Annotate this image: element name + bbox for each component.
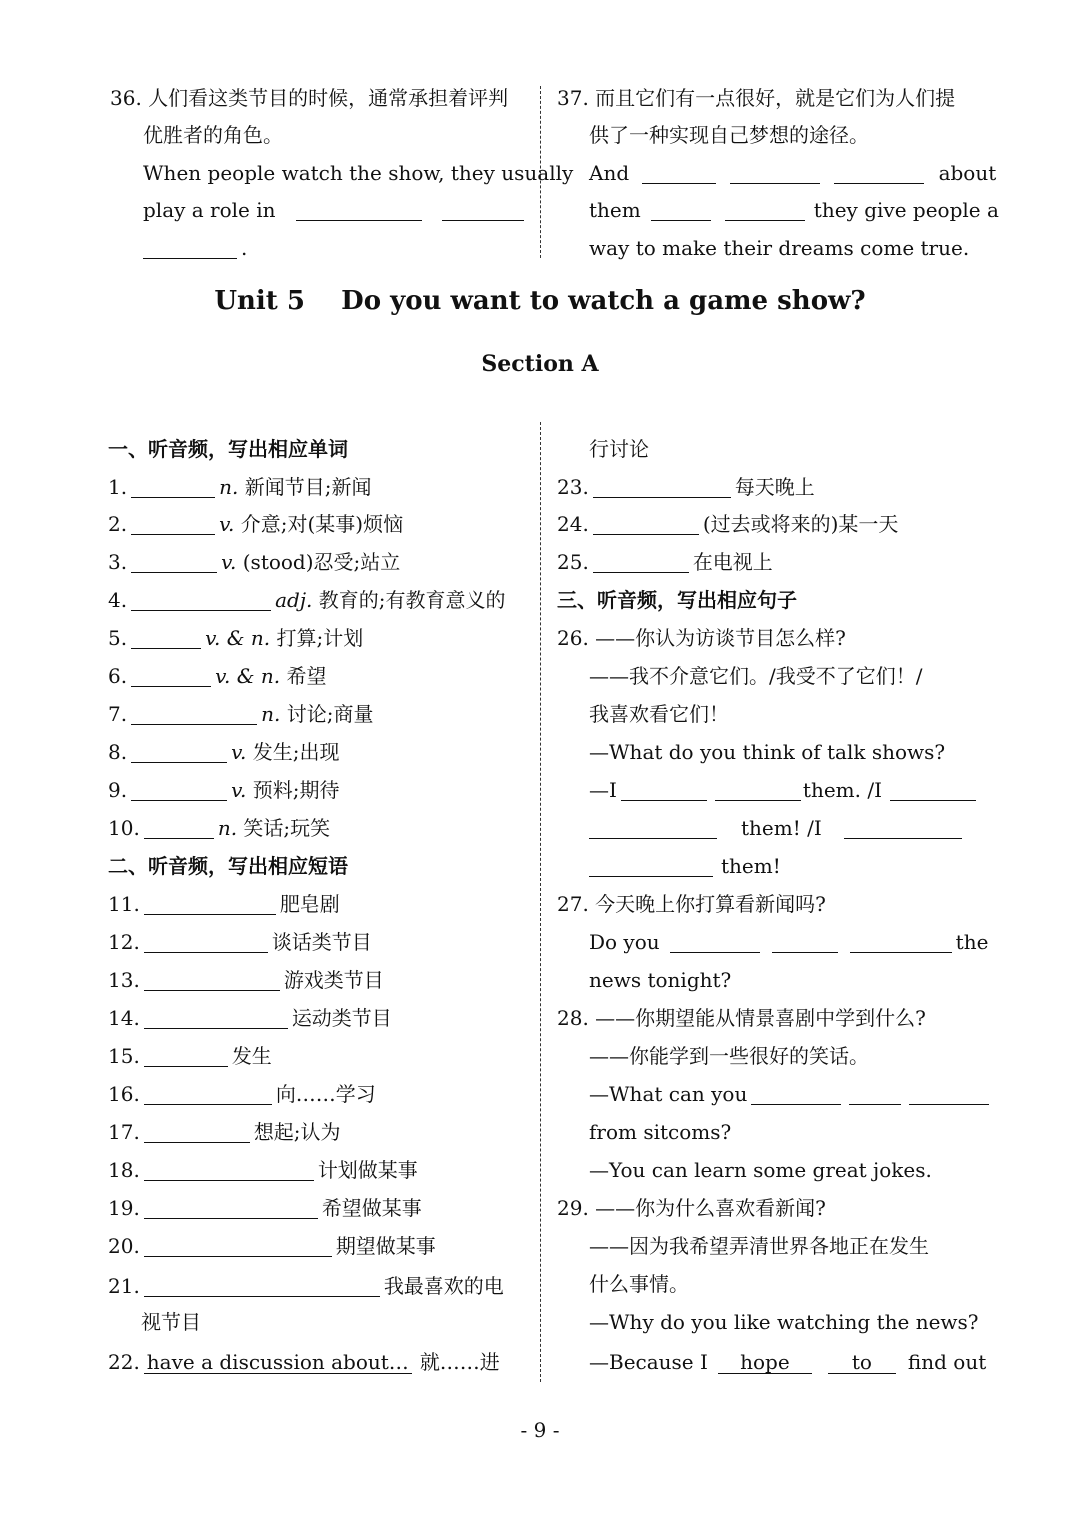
- meaning: 我最喜欢的电: [383, 1274, 504, 1298]
- item-number: 17.: [108, 1120, 140, 1144]
- word-item-3: [108, 548, 400, 576]
- q37-blank-3[interactable]: [834, 163, 924, 184]
- q36-en-line2-text: play a role in: [143, 198, 276, 222]
- answer-blank[interactable]: [131, 514, 215, 535]
- answer-blank[interactable]: [593, 514, 699, 535]
- answer-blank[interactable]: [131, 742, 227, 763]
- q29-answer-2[interactable]: to: [828, 1351, 896, 1374]
- phrase-item-18: [108, 1156, 418, 1184]
- q29-answer-1[interactable]: hope: [718, 1351, 812, 1374]
- answer-blank[interactable]: [131, 666, 211, 687]
- page-number: - 9 -: [520, 1418, 560, 1442]
- answer-filled[interactable]: have a discussion about…: [144, 1351, 412, 1374]
- q28-en-line3: —You can learn some great jokes.: [589, 1158, 932, 1182]
- q26-en4-suffix: them!: [721, 854, 781, 878]
- answer-blank[interactable]: [131, 590, 271, 611]
- meaning: 向……学习: [275, 1082, 376, 1106]
- q28-blank-3[interactable]: [909, 1084, 989, 1105]
- phrase-item-23: [557, 473, 815, 501]
- q26-en-line4: [589, 852, 781, 880]
- meaning: (stood)忍受;站立: [236, 550, 401, 574]
- meaning: 肥皂剧: [279, 892, 340, 916]
- q28-cn-line1: 28. ——你期望能从情景喜剧中学到什么?: [557, 1006, 926, 1030]
- answer-blank[interactable]: [144, 932, 268, 953]
- meaning: 讨论;商量: [280, 702, 374, 726]
- phrase-item-14: [108, 1004, 392, 1032]
- q26-en2-mid: them. /I: [802, 778, 882, 802]
- word-item-10: [108, 814, 330, 842]
- part-of-speech: adj.: [275, 588, 313, 612]
- item-number: 5.: [108, 626, 128, 650]
- q37-en-line2: [589, 196, 999, 224]
- q27-en1-suffix: the: [955, 930, 989, 954]
- item-number: 23.: [557, 475, 589, 499]
- item-number: 24.: [557, 512, 589, 536]
- answer-blank[interactable]: [593, 477, 731, 498]
- phrase-item-12: [108, 928, 372, 956]
- phrase-item-22: [108, 1348, 500, 1376]
- part3-heading: 三、听音频，写出相应句子: [557, 588, 797, 612]
- meaning: 发生: [231, 1044, 272, 1068]
- part-of-speech: n.: [261, 702, 281, 726]
- meaning: (过去或将来的)某一天: [702, 512, 899, 536]
- q29-en2-suffix: find out: [907, 1350, 987, 1374]
- q37-blank-4[interactable]: [651, 200, 711, 221]
- answer-blank[interactable]: [144, 1198, 318, 1219]
- answer-blank[interactable]: [144, 1008, 288, 1029]
- meaning: 在电视上: [692, 550, 773, 574]
- item-number: 22.: [108, 1350, 140, 1374]
- meaning: 就……进: [419, 1350, 500, 1374]
- meaning: 发生;出现: [246, 740, 340, 764]
- part-of-speech: v. & n.: [205, 626, 271, 650]
- q27-en1-prefix: Do you: [589, 930, 660, 954]
- meaning: 介意;对(某事)烦恼: [234, 512, 404, 536]
- answer-blank[interactable]: [144, 1276, 380, 1297]
- item-number: 21.: [108, 1274, 140, 1298]
- q26-en-line2: [589, 776, 980, 804]
- item-number: 13.: [108, 968, 140, 992]
- part-of-speech: v.: [221, 550, 237, 574]
- meaning: 期望做某事: [335, 1234, 436, 1258]
- phrase-item-17: [108, 1118, 341, 1146]
- phrase-item-15: [108, 1042, 272, 1070]
- meaning: 笑话;玩笑: [237, 816, 331, 840]
- q27-blank-3[interactable]: [850, 932, 952, 953]
- word-item-9: [108, 776, 340, 804]
- part-of-speech: v. & n.: [215, 664, 281, 688]
- word-item-7: [108, 700, 373, 728]
- q36-en-line3: [143, 234, 247, 262]
- meaning: 运动类节目: [291, 1006, 392, 1030]
- unit-title: Unit 5 Do you want to watch a game show?: [214, 286, 866, 316]
- word-item-2: [108, 510, 403, 538]
- answer-blank[interactable]: [144, 1084, 272, 1105]
- q27-cn: 27. 今天晚上你打算看新闻吗?: [557, 892, 826, 916]
- phrase-item-11: [108, 890, 340, 918]
- item-number: 3.: [108, 550, 128, 574]
- item-number: 8.: [108, 740, 128, 764]
- answer-blank[interactable]: [131, 780, 227, 801]
- q26-cn-line3: 我喜欢看它们！: [589, 702, 729, 726]
- answer-blank[interactable]: [144, 894, 276, 915]
- item-number: 11.: [108, 892, 140, 916]
- q26-blank-2[interactable]: [715, 780, 801, 801]
- q26-blank-1[interactable]: [621, 780, 707, 801]
- phrase-item-21-cont: 视节目: [141, 1310, 201, 1334]
- q36-cn-line1: 36. 人们看这类节目的时候，通常承担着评判: [110, 86, 509, 110]
- part-of-speech: n.: [219, 475, 239, 499]
- word-item-8: [108, 738, 340, 766]
- part-of-speech: v.: [231, 778, 247, 802]
- word-item-4: [108, 586, 506, 614]
- item-number: 7.: [108, 702, 128, 726]
- section-title: Section A: [481, 351, 599, 377]
- q28-blank-2[interactable]: [849, 1084, 901, 1105]
- q28-cn-line2: ——你能学到一些很好的笑话。: [589, 1044, 869, 1068]
- item-number: 1.: [108, 475, 128, 499]
- part1-heading: 一、听音频，写出相应单词: [108, 437, 348, 461]
- meaning: 教育的;有教育意义的: [312, 588, 506, 612]
- q27-en-line2: news tonight?: [589, 968, 732, 992]
- part-of-speech: n.: [217, 816, 238, 840]
- item-number: 14.: [108, 1006, 140, 1030]
- q27-en-line1: [589, 928, 988, 956]
- q26-en-line1: —What do you think of talk shows?: [589, 740, 946, 764]
- item-number: 18.: [108, 1158, 140, 1182]
- answer-blank[interactable]: [144, 818, 214, 839]
- answer-blank[interactable]: [131, 628, 201, 649]
- part-of-speech: v.: [231, 740, 247, 764]
- meaning: 每天晚上: [734, 475, 815, 499]
- answer-blank[interactable]: [131, 552, 217, 573]
- q37-en-line3: way to make their dreams come true.: [589, 236, 970, 260]
- item-number: 4.: [108, 588, 128, 612]
- item-number: 16.: [108, 1082, 140, 1106]
- item-number: 9.: [108, 778, 128, 802]
- answer-blank[interactable]: [144, 1236, 332, 1257]
- q29-cn-line1: 29. ——你为什么喜欢看新闻?: [557, 1196, 826, 1220]
- item-number: 20.: [108, 1234, 140, 1258]
- q37-en-line2-suffix: they give people a: [813, 198, 999, 222]
- q26-blank-4[interactable]: [589, 818, 717, 839]
- word-item-1: [108, 473, 371, 501]
- q37-en-line1-suffix: about: [938, 161, 997, 185]
- phrase-item-13: [108, 966, 384, 994]
- q27-blank-1[interactable]: [670, 932, 760, 953]
- answer-blank[interactable]: [144, 1122, 250, 1143]
- meaning: 想起;认为: [253, 1120, 341, 1144]
- q26-blank-6[interactable]: [589, 856, 713, 877]
- q26-blank-3[interactable]: [890, 780, 976, 801]
- phrase-item-25: [557, 548, 773, 576]
- q36-cn-line2: 优胜者的角色。: [143, 123, 283, 147]
- meaning: 预料;期待: [246, 778, 340, 802]
- q29-en-line1: —Why do you like watching the news?: [589, 1310, 979, 1334]
- q28-en-line2: from sitcoms?: [589, 1120, 732, 1144]
- item-number: 19.: [108, 1196, 140, 1220]
- top-column-divider: [540, 86, 541, 258]
- main-column-divider: [540, 422, 541, 1382]
- answer-blank[interactable]: [131, 704, 257, 725]
- item-number: 15.: [108, 1044, 140, 1068]
- meaning: 新闻节目;新闻: [238, 475, 372, 499]
- q36-blank-3[interactable]: [143, 238, 237, 259]
- word-item-6: [108, 662, 327, 690]
- q28-en-line1: [589, 1080, 993, 1108]
- meaning: 谈话类节目: [271, 930, 372, 954]
- phrase-item-20: [108, 1232, 436, 1260]
- item-number: 2.: [108, 512, 128, 536]
- meaning: 游戏类节目: [283, 968, 384, 992]
- meaning: 希望: [280, 664, 327, 688]
- q36-end-dot: .: [241, 236, 248, 260]
- part-of-speech: v.: [219, 512, 235, 536]
- q29-en-line2: [589, 1348, 986, 1376]
- phrase-item-21: [108, 1272, 504, 1300]
- q29-cn-line3: 什么事情。: [589, 1272, 689, 1296]
- meaning: 计划做某事: [317, 1158, 418, 1182]
- answer-blank[interactable]: [144, 1160, 314, 1181]
- part2-heading: 二、听音频，写出相应短语: [108, 854, 348, 878]
- phrase-item-16: [108, 1080, 376, 1108]
- word-item-5: [108, 624, 363, 652]
- q36-en-line1: When people watch the show, they usually: [143, 161, 574, 185]
- item-number: 10.: [108, 816, 140, 840]
- q26-cn-line2: ——我不介意它们。/我受不了它们！/: [589, 664, 923, 688]
- q36-blank-1[interactable]: [296, 200, 422, 221]
- q29-en2-prefix: —Because I: [589, 1350, 708, 1374]
- meaning: 希望做某事: [321, 1196, 422, 1220]
- q26-en3-mid: them! /I: [741, 816, 822, 840]
- answer-blank[interactable]: [593, 552, 689, 573]
- item-number: 12.: [108, 930, 140, 954]
- q36-blank-2[interactable]: [442, 200, 524, 221]
- q29-cn-line2: ——因为我希望弄清世界各地正在发生: [589, 1234, 929, 1258]
- answer-blank[interactable]: [131, 477, 215, 498]
- q37-en-line2-prefix: them: [589, 198, 641, 222]
- q37-blank-1[interactable]: [642, 163, 716, 184]
- q37-blank-2[interactable]: [730, 163, 820, 184]
- q26-blank-5[interactable]: [844, 818, 962, 839]
- q26-cn-line1: 26. ——你认为访谈节目怎么样?: [557, 626, 846, 650]
- phrase-item-22-cont: 行讨论: [589, 437, 649, 461]
- q26-en-line3: [589, 814, 966, 842]
- meaning: 打算;计划: [270, 626, 364, 650]
- q28-en1-prefix: —What can you: [589, 1082, 748, 1106]
- phrase-item-24: [557, 510, 898, 538]
- q27-blank-2[interactable]: [772, 932, 838, 953]
- answer-blank[interactable]: [144, 1046, 228, 1067]
- q37-en-line1: [589, 159, 996, 187]
- q37-cn-line2: 供了一种实现自己梦想的途径。: [589, 123, 869, 147]
- phrase-item-19: [108, 1194, 422, 1222]
- q37-en-line1-prefix: And: [589, 161, 630, 185]
- item-number: 6.: [108, 664, 128, 688]
- q26-en2-prefix: —I: [589, 778, 617, 802]
- answer-blank[interactable]: [144, 970, 280, 991]
- item-number: 25.: [557, 550, 589, 574]
- q37-cn-line1: 37. 而且它们有一点很好，就是它们为人们提: [557, 86, 956, 110]
- q37-blank-5[interactable]: [725, 200, 805, 221]
- q28-blank-1[interactable]: [751, 1084, 841, 1105]
- q36-en-line2: [143, 196, 528, 224]
